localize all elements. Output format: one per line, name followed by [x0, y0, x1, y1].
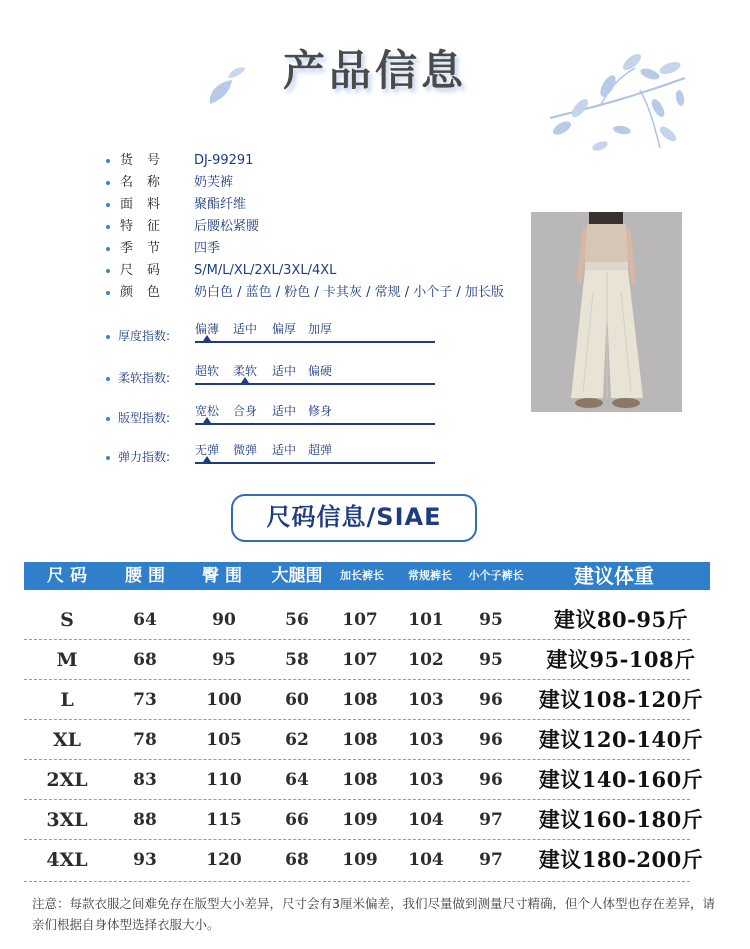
- cell-weight: 建议180-200斤: [538, 847, 704, 872]
- bullet-icon: [106, 181, 110, 185]
- cell-weight: 建议140-160斤: [538, 767, 704, 792]
- cell-hip: 105: [206, 730, 242, 750]
- index-option: 偏厚: [272, 322, 297, 336]
- bullet-icon: [106, 247, 110, 251]
- index-label: 厚度指数:: [118, 329, 171, 343]
- cell-waist: 88: [133, 810, 157, 830]
- cell-petite-length: 95: [479, 650, 503, 670]
- info-label: 面料: [120, 197, 175, 212]
- cell-size: 2XL: [46, 769, 88, 791]
- bullet-icon: [106, 203, 110, 207]
- info-label: 颜色: [120, 285, 175, 300]
- table-row: [24, 680, 710, 720]
- cell-long-length: 108: [342, 730, 378, 750]
- cell-size: M: [56, 649, 78, 671]
- info-value: 后腰松紧腰: [194, 219, 260, 234]
- size-info-title: 尺码信息/SIAE: [231, 494, 477, 542]
- header-waist: 腰 围: [125, 566, 165, 586]
- cell-regular-length: 104: [408, 810, 444, 830]
- cell-regular-length: 103: [408, 690, 444, 710]
- cell-thigh: 58: [285, 650, 309, 670]
- info-value: 奶白色 / 蓝色 / 粉色 / 卡其灰 / 常规 / 小个子 / 加长版: [194, 285, 504, 300]
- cell-size: 4XL: [46, 849, 88, 871]
- bullet-icon: [106, 456, 110, 460]
- cell-hip: 110: [206, 770, 242, 790]
- size-note: 注意：每款衣服之间难免存在版型大小差异，尺寸会有3厘米偏差，我们尽量做到测量尺寸精确，但个人体型也存在差异，请亲们根据自身体型选择衣服大小。: [32, 896, 715, 932]
- cell-size: 3XL: [46, 809, 88, 831]
- index-option: 偏薄: [195, 322, 220, 336]
- cell-hip: 120: [206, 850, 242, 870]
- index-marker-icon: [203, 417, 211, 423]
- bullet-icon: [106, 291, 110, 295]
- info-label: 季节: [120, 241, 175, 256]
- product-photo: [531, 212, 682, 412]
- header-weight: 建议体重: [574, 564, 654, 588]
- table-row: [24, 600, 710, 640]
- header-hip: 臀 围: [202, 566, 242, 586]
- index-option: 超弹: [308, 443, 333, 457]
- index-option: 适中: [272, 404, 297, 418]
- cell-size: S: [60, 609, 74, 631]
- cell-long-length: 109: [342, 850, 378, 870]
- index-option: 超软: [195, 364, 220, 378]
- cell-waist: 73: [133, 690, 157, 710]
- index-option: 偏硬: [308, 364, 333, 378]
- index-scale-line: [195, 341, 435, 343]
- index-option: 宽松: [195, 404, 220, 418]
- cell-regular-length: 103: [408, 730, 444, 750]
- cell-hip: 95: [212, 650, 236, 670]
- info-label: 名称: [120, 175, 175, 190]
- cell-weight: 建议95-108斤: [546, 647, 696, 672]
- cell-long-length: 107: [342, 650, 378, 670]
- cell-size: XL: [52, 729, 82, 751]
- cell-hip: 115: [206, 810, 242, 830]
- index-option: 加厚: [308, 322, 333, 336]
- header-long-length: 加长裤长: [340, 569, 384, 582]
- cell-petite-length: 97: [479, 810, 503, 830]
- bullet-icon: [106, 269, 110, 273]
- index-option: 修身: [308, 404, 333, 418]
- index-option: 适中: [233, 322, 258, 336]
- header-regular-length: 常规裤长: [408, 569, 452, 582]
- info-value: DJ-99291: [194, 153, 254, 168]
- index-option: 微弹: [233, 443, 258, 457]
- header-thigh: 大腿围: [271, 566, 323, 586]
- bullet-icon: [106, 159, 110, 163]
- info-value: 聚酯纤维: [194, 197, 247, 212]
- header-size: 尺 码: [47, 566, 87, 586]
- cell-long-length: 108: [342, 690, 378, 710]
- table-row: [24, 640, 710, 680]
- info-value: S/M/L/XL/2XL/3XL/4XL: [194, 263, 337, 278]
- size-table-header: [24, 562, 710, 590]
- cell-long-length: 107: [342, 610, 378, 630]
- info-value: 四季: [194, 241, 221, 256]
- index-option: 合身: [233, 404, 258, 418]
- cell-petite-length: 96: [479, 690, 503, 710]
- cell-waist: 78: [133, 730, 157, 750]
- index-option: 适中: [272, 443, 297, 457]
- cell-regular-length: 104: [408, 850, 444, 870]
- info-label: 尺码: [120, 263, 175, 278]
- cell-weight: 建议108-120斤: [538, 687, 704, 712]
- index-label: 弹力指数:: [118, 450, 171, 464]
- index-option: 适中: [272, 364, 297, 378]
- cell-waist: 93: [133, 850, 157, 870]
- index-label: 版型指数:: [118, 411, 171, 425]
- bullet-icon: [106, 377, 110, 381]
- index-marker-icon: [241, 377, 249, 383]
- cell-waist: 68: [133, 650, 157, 670]
- cell-petite-length: 96: [479, 770, 503, 790]
- cell-thigh: 60: [285, 690, 309, 710]
- table-row: [24, 800, 710, 840]
- cell-petite-length: 95: [479, 610, 503, 630]
- cell-waist: 83: [133, 770, 157, 790]
- index-option: 无弹: [195, 443, 220, 457]
- cell-thigh: 62: [285, 730, 309, 750]
- cell-weight: 建议80-95斤: [553, 607, 689, 632]
- row-divider: [24, 881, 690, 882]
- page-title: 产品信息: [282, 46, 467, 95]
- cell-long-length: 108: [342, 770, 378, 790]
- cell-petite-length: 96: [479, 730, 503, 750]
- cell-weight: 建议120-140斤: [538, 727, 704, 752]
- cell-thigh: 56: [285, 610, 309, 630]
- cell-petite-length: 97: [479, 850, 503, 870]
- index-scale-line: [195, 383, 435, 385]
- cell-weight: 建议160-180斤: [538, 807, 704, 832]
- index-marker-icon: [203, 456, 211, 462]
- bullet-icon: [106, 225, 110, 229]
- info-label: 货号: [120, 153, 175, 168]
- index-label: 柔软指数:: [118, 371, 171, 385]
- cell-regular-length: 102: [408, 650, 444, 670]
- index-marker-icon: [203, 335, 211, 341]
- table-row: [24, 840, 710, 880]
- index-scale-line: [195, 462, 435, 464]
- cell-thigh: 66: [285, 810, 309, 830]
- cell-long-length: 109: [342, 810, 378, 830]
- cell-waist: 64: [133, 610, 157, 630]
- info-label: 特征: [120, 219, 175, 234]
- bullet-icon: [106, 335, 110, 339]
- cell-thigh: 68: [285, 850, 309, 870]
- cell-size: L: [60, 689, 74, 711]
- bullet-icon: [106, 417, 110, 421]
- table-row: [24, 760, 710, 800]
- cell-hip: 90: [212, 610, 236, 630]
- info-value: 奶芙裤: [194, 175, 234, 190]
- cell-hip: 100: [206, 690, 242, 710]
- index-option: 柔软: [233, 364, 258, 378]
- cell-regular-length: 103: [408, 770, 444, 790]
- index-scale-line: [195, 423, 435, 425]
- cell-thigh: 64: [285, 770, 309, 790]
- header-petite-length: 小个子裤长: [468, 569, 524, 582]
- table-row: [24, 720, 710, 760]
- cell-regular-length: 101: [408, 610, 444, 630]
